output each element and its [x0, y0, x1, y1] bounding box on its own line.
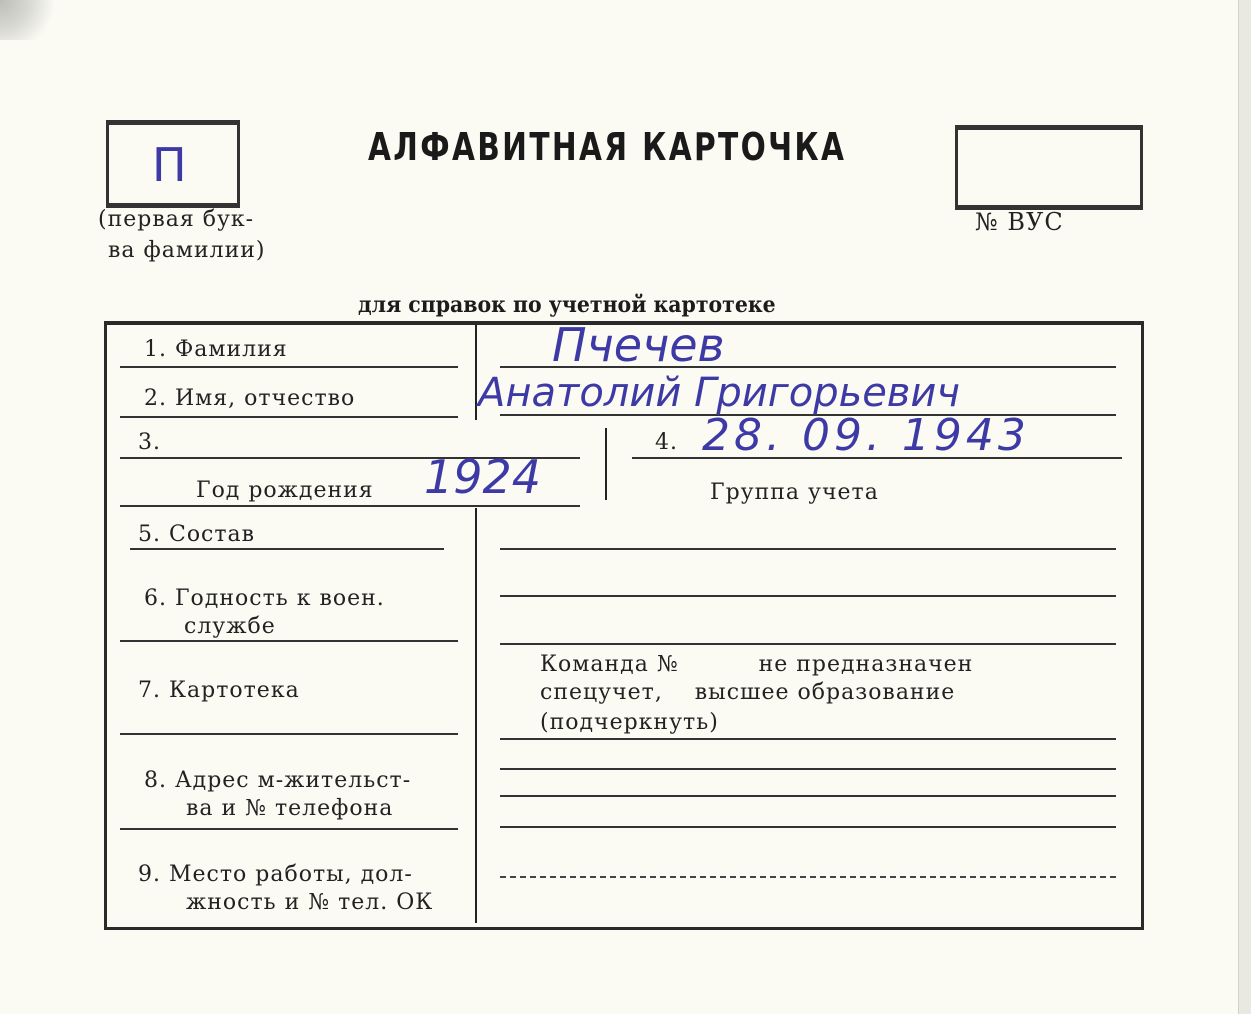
field-name-value: Анатолий Григорьевич: [478, 370, 961, 416]
column-divider-bottom: [475, 508, 477, 923]
field-address-label-line1: 8. Адрес м-жительст-: [144, 768, 412, 793]
vus-box: [955, 125, 1143, 210]
field-fitness-label-line1: 6. Годность к воен.: [144, 586, 385, 611]
field-address-label-line2: ва и № телефона: [186, 796, 394, 821]
subtitle: для справок по учетной картотеке: [358, 292, 776, 318]
first-letter-caption-line1: (первая бук-: [98, 207, 255, 232]
field-3-label: 3.: [138, 430, 161, 455]
field-name-underline-left: [120, 416, 458, 418]
scan-corner-shadow: [0, 0, 60, 40]
right-line-4: [500, 738, 1116, 740]
field-fitness-underline: [120, 640, 458, 642]
field-composition-underline: [130, 548, 444, 550]
first-letter-caption-line2: ва фамилии): [108, 238, 266, 263]
field-address-underline: [120, 828, 458, 830]
team-text-line2: спецучет, высшее образование: [540, 680, 956, 705]
right-line-6: [500, 795, 1116, 797]
first-letter-value: П: [152, 138, 187, 192]
vus-label: № ВУС: [975, 208, 1064, 236]
right-line-5: [500, 768, 1116, 770]
page-title: АЛФАВИТНАЯ КАРТОЧКА: [368, 125, 847, 169]
field-4-label: 4.: [655, 430, 678, 455]
team-text-line3: (подчеркнуть): [540, 710, 719, 735]
field-surname-underline-left: [120, 366, 458, 368]
field-name-label: 2. Имя, отчество: [144, 386, 356, 411]
field-work-label-line2: жность и № тел. ОК: [186, 890, 434, 915]
right-line-2: [500, 595, 1116, 597]
right-line-3: [500, 643, 1116, 645]
field-file-underline: [120, 733, 458, 735]
field-fitness-label-line2: службе: [184, 614, 276, 639]
group-label: Группа учета: [710, 480, 879, 505]
field-file-label: 7. Картотека: [138, 678, 300, 703]
team-text-line1: Команда № не предназначен: [540, 652, 974, 677]
column-divider-top: [475, 325, 477, 420]
field-surname-value: Пчечев: [552, 318, 725, 372]
field-4-value: 28. 09. 1943: [702, 410, 1030, 461]
card-edge: [1238, 0, 1251, 1014]
field-surname-label: 1. Фамилия: [144, 337, 288, 362]
right-line-7: [500, 826, 1116, 828]
birth-year-underline: [120, 505, 580, 507]
right-line-8-dashed: [500, 876, 1116, 878]
right-line-1: [500, 548, 1116, 550]
field-work-label-line1: 9. Место работы, дол-: [138, 862, 413, 887]
birth-year-label: Год рождения: [196, 478, 374, 503]
column-divider-mid: [605, 428, 607, 500]
field-composition-label: 5. Состав: [138, 522, 256, 547]
birth-year-value: 1924: [424, 450, 542, 504]
